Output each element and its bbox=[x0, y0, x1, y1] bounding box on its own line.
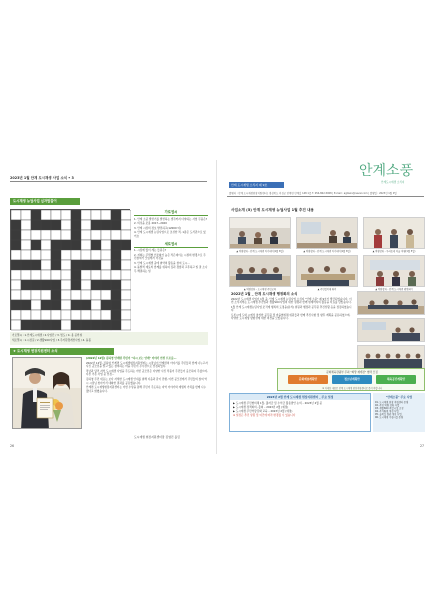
crossword-cell bbox=[111, 310, 121, 320]
crossword-cell bbox=[101, 280, 111, 290]
meeting-paragraph: 토론시에 도와 시에서 참석한 공무원 및 마을협의체 위원들과 함께 추진사항 및 향후 계획을 공유하였으며, 다양한 도시재생 방향성에 대한 의견을 모았습니다. bbox=[231, 313, 351, 321]
crossword-cell bbox=[101, 230, 111, 240]
crossword-cell bbox=[81, 270, 91, 280]
crossword-cell bbox=[41, 290, 51, 300]
crossword-cell bbox=[81, 300, 91, 310]
crossword-cell bbox=[81, 210, 91, 220]
crossword-cell bbox=[11, 220, 21, 230]
crossword-cell bbox=[111, 230, 121, 240]
crossword-cell bbox=[11, 300, 21, 310]
crossword-cell bbox=[121, 300, 131, 310]
crossword-cell bbox=[21, 290, 31, 300]
event-photo bbox=[229, 255, 291, 287]
meeting-photo bbox=[357, 318, 425, 342]
program-item: 03. 생활SOC 복합시설 조성 bbox=[375, 406, 404, 410]
crossword-cell bbox=[71, 250, 81, 260]
crossword-cell bbox=[61, 320, 71, 330]
crossword-cell bbox=[11, 280, 21, 290]
crossword-cell bbox=[31, 310, 41, 320]
down-clue: 1. 시장에 많이 게는 들판은? bbox=[134, 249, 167, 253]
issue-label: 안계 도시재생 소식지 제 9호 bbox=[229, 182, 284, 188]
crossword-svg bbox=[11, 210, 131, 331]
down-clue: 3. 안계 도시재생 중에 취약의 활동을 참여 도시... bbox=[134, 261, 190, 265]
across-title: 가로열쇠 bbox=[134, 209, 208, 216]
crossword-cell bbox=[31, 260, 41, 270]
crossword-cell bbox=[81, 220, 91, 230]
crossword-cell bbox=[41, 270, 51, 280]
crossword-cell bbox=[51, 210, 61, 220]
crossword-cell bbox=[91, 280, 101, 290]
crossword-cell bbox=[91, 270, 101, 280]
crossword-cell bbox=[41, 250, 51, 260]
crossword-cell bbox=[41, 300, 51, 310]
crossword-cell bbox=[71, 210, 81, 220]
crossword-cell bbox=[71, 230, 81, 240]
crossword-cell bbox=[51, 230, 61, 240]
crossword-cell bbox=[81, 240, 91, 250]
page-number-left: 26 bbox=[10, 444, 15, 448]
crossword-cell bbox=[11, 320, 21, 330]
newsletter-spread bbox=[0, 160, 434, 454]
crossword-cell bbox=[21, 230, 31, 240]
crossword-cell bbox=[61, 300, 71, 310]
crossword-cell bbox=[101, 260, 111, 270]
crossword-cell bbox=[21, 310, 31, 320]
crossword-cell bbox=[51, 320, 61, 330]
crossword-cell bbox=[111, 280, 121, 290]
crossword-cell bbox=[41, 320, 51, 330]
banner-footer: ※ 자세한 내용은 안계 도시재생 현장지원센터로 문의 바랍니다 bbox=[322, 387, 382, 390]
crossword-cell bbox=[91, 300, 101, 310]
crossword-cell bbox=[111, 320, 121, 330]
news-paragraph: 2022년 12월, 김하영 안계면 도시재생현장지원센터는 시장님이 안계면의 이야기를 주민들과 함께 나누고자 사진 공모전을 열고 있는 참여하는 마을 주민이 우수상으로 선정되었다. bbox=[86, 361, 208, 369]
crossword-cell bbox=[111, 220, 121, 230]
meeting-photos bbox=[357, 291, 425, 369]
crossword-cell bbox=[11, 260, 21, 270]
crossword-cell bbox=[21, 300, 31, 310]
crossword-cell bbox=[121, 310, 131, 320]
news-paragraph: 안계면 도시재생현장지원센터는 이번 수상을 통해 주민이 주도하는 지역 이야기와 재생의 가치를 함께 나누겠다고 밝혔습니다. bbox=[86, 386, 207, 393]
crossword-cell bbox=[71, 290, 81, 300]
event-photo bbox=[296, 217, 358, 249]
across-clue: 4. 안계 도시재생 뉴딜사업으로 조성한 적, 1층은 도서관으로 있어요 bbox=[134, 231, 206, 238]
meeting-photo bbox=[357, 345, 425, 369]
award-photo bbox=[12, 357, 82, 429]
puzzle-title: 도시재생 뉴딜사업 십자말풀이 bbox=[10, 198, 80, 205]
event-photo-image bbox=[230, 218, 291, 249]
crossword-cell bbox=[121, 250, 131, 260]
program-item: 01. 도시재생 현장 지원센터 운영 bbox=[375, 400, 409, 404]
crossword-cell bbox=[61, 240, 71, 250]
crossword-cell bbox=[61, 290, 71, 300]
crossword-cell bbox=[51, 270, 61, 280]
crossword-cell bbox=[91, 230, 101, 240]
crossword-cell bbox=[41, 310, 51, 320]
photo-caption: ▲ 역량강화 - 우리동네 마을 여행(1월 5일) bbox=[372, 250, 416, 253]
meeting-photo-image bbox=[358, 346, 425, 369]
crossword-cell bbox=[41, 230, 51, 240]
crossword-cell bbox=[71, 310, 81, 320]
crossword-cell bbox=[31, 230, 41, 240]
crossword-cell bbox=[51, 240, 61, 250]
logo-subtitle: 안계도시재생 소식지 bbox=[381, 181, 405, 184]
crossword-grid bbox=[10, 209, 130, 330]
schedule-list bbox=[230, 400, 370, 420]
crossword-cell bbox=[71, 240, 81, 250]
crossword-cell bbox=[11, 290, 21, 300]
crossword-cell bbox=[21, 320, 31, 330]
crossword-cell bbox=[91, 250, 101, 260]
program-title: "안계소풍" 주요 사업 bbox=[385, 395, 413, 399]
crossword-cell bbox=[121, 230, 131, 240]
photo-caption: ▲ 역량강화 - 안계 도시재생 행정회의 bbox=[375, 288, 413, 291]
crossword-cell bbox=[81, 260, 91, 270]
crossword-cell bbox=[71, 280, 81, 290]
header-divider bbox=[227, 196, 424, 197]
crossword-cell bbox=[81, 280, 91, 290]
crossword-cell bbox=[121, 270, 131, 280]
crossword-cell bbox=[91, 310, 101, 320]
crossword-cell bbox=[121, 260, 131, 270]
across-clue: 2. 의성을 조용 2017~2020 bbox=[134, 222, 167, 226]
crossword-cell bbox=[21, 250, 31, 260]
meeting-paragraph: 2022년 도시재생 사업이 1월 중, 안계 도시재생 뉴딜사업 소식지 "안계 소풍" 제 9호가 발간되었습니다. 이번 소식지에는 도시재생 추진일과 생활SOC사업의 대한 설명과 함께 현재까지의 활동을 자료를 담았습니다. bbox=[231, 298, 352, 305]
news-quote: (2022년 12월) 김하영 안계면 주민이 "다시 보는 안계" 이야기 안전 프로를... bbox=[86, 357, 177, 360]
program-box bbox=[373, 393, 425, 432]
crossword-cell bbox=[11, 310, 21, 320]
crossword-cell bbox=[71, 270, 81, 280]
answer-box bbox=[10, 332, 208, 345]
schedule-item: ▶ 도시재생 주민협의체 1월, 출자금 및 수익금 활용방안 논의 – 2023년 2월 중 bbox=[233, 401, 323, 405]
crossword-cell bbox=[111, 260, 121, 270]
crossword-cell bbox=[51, 250, 61, 260]
crossword-cell bbox=[71, 300, 81, 310]
crossword-cell bbox=[121, 280, 131, 290]
crossword-cell bbox=[81, 310, 91, 320]
header-divider bbox=[10, 181, 207, 182]
banner-badge: 체육공간계획안 bbox=[376, 375, 416, 384]
crossword-cell bbox=[61, 230, 71, 240]
photo-caption: ▲ 역량강화 - 안계 도시재생 아카데미(1월 6일) bbox=[236, 250, 284, 253]
crossword-cell bbox=[51, 280, 61, 290]
newsletter-logo: 안계소풍 bbox=[359, 163, 414, 179]
meeting-photo bbox=[357, 291, 425, 315]
crossword-cell bbox=[61, 310, 71, 320]
crossword-cell bbox=[41, 260, 51, 270]
crossword-cell bbox=[31, 250, 41, 260]
crossword-cell bbox=[31, 210, 41, 220]
program-item: 02. 주민 역량 강화 사업 bbox=[375, 403, 400, 407]
down-title: 세로열쇠 bbox=[134, 241, 208, 248]
meeting-body bbox=[231, 298, 353, 322]
recruit-banner bbox=[277, 368, 425, 391]
crossword-cell bbox=[21, 210, 31, 220]
crossword-cell bbox=[61, 270, 71, 280]
crossword-cell bbox=[61, 250, 71, 260]
masthead-info: 발행처 : 안계 도시재생현장지원센터 | 경상북도 의성군 안계면 안계길 148 1층 T. 054-862-5008 | E-mail : agtown@naver.com | 발행일 : 2023년 1월 9일 bbox=[229, 192, 397, 195]
crossword-cell bbox=[51, 300, 61, 310]
crossword-cell bbox=[21, 220, 31, 230]
news-paragraph: 김하영 주민 대표는 보다 자세한 도시재생 안내를 위해 다음과 같이 진행, 이번 공모전에서 주민들의 참여 역시 시장님 찾아가서 대화한 결과를 공유했습니다. bbox=[86, 378, 207, 385]
meeting-title: 2022년 1월 _ 안계 도시재생 행정회의 소식 bbox=[231, 292, 298, 296]
crossword-cell bbox=[61, 210, 71, 220]
down-clue: 4. 돌발적 재료의 함께를 위하여 집과 경합과 고후하고 일 잘 소나무 해결하는 일 bbox=[134, 266, 208, 273]
award-photo-image bbox=[13, 358, 82, 429]
crossword-cell bbox=[81, 230, 91, 240]
crossword-cell bbox=[111, 270, 121, 280]
crossword-cell bbox=[121, 290, 131, 300]
photo-caption: ▲ 역량강화 - 안계 도시재생 아카데미(1월 6일) bbox=[303, 250, 351, 253]
crossword-cell bbox=[121, 240, 131, 250]
crossword-cell bbox=[31, 270, 41, 280]
event-photo bbox=[363, 255, 425, 287]
event-photo-image bbox=[364, 256, 425, 287]
left-page-header: 2023년 1월 안계 도시재생 사업 소식 • 3 bbox=[10, 176, 74, 180]
program-item: 06. 도시재생 거점시설 운영 bbox=[375, 415, 404, 419]
crossword-cell bbox=[101, 250, 111, 260]
crossword-cell bbox=[111, 250, 121, 260]
across-clue: 3. 안계 시장의 정보 발전하고(12000 여) bbox=[134, 226, 181, 230]
crossword-cell bbox=[31, 280, 41, 290]
crossword-cell bbox=[121, 210, 131, 220]
schedule-box bbox=[229, 393, 371, 432]
meeting-paragraph: 1월 안계 도시재생뉴딜사업 조직에 행복의 도정을(분석) 위원과 행정과 공무원 추진상황 등을 점검하였습니다. bbox=[231, 305, 352, 313]
crossword-cell bbox=[21, 270, 31, 280]
crossword-cell bbox=[111, 240, 121, 250]
photo-caption: ▲ 역량강화 - 도시재생 주민교육 bbox=[243, 288, 277, 291]
crossword-cell bbox=[51, 220, 61, 230]
page-number-right: 27 bbox=[419, 444, 424, 448]
crossword-cell bbox=[41, 220, 51, 230]
crossword-cell bbox=[21, 260, 31, 270]
crossword-cell bbox=[71, 260, 81, 270]
crossword-cell bbox=[91, 220, 101, 230]
crossword-cell bbox=[51, 310, 61, 320]
crossword-cell bbox=[111, 300, 121, 310]
event-photo-image bbox=[364, 218, 425, 249]
crossword-cell bbox=[101, 210, 111, 220]
right-page bbox=[221, 160, 430, 454]
crossword-cell bbox=[91, 320, 101, 330]
crossword-cell bbox=[101, 300, 111, 310]
banner-badge: 문화예술계획안 bbox=[288, 375, 328, 384]
page-fold bbox=[216, 160, 217, 454]
schedule-item: ▶ 도시재생 정책회의, 총회 – 2023년 2월 (예정) bbox=[233, 405, 289, 409]
meeting-photo-image bbox=[358, 292, 425, 315]
news-body bbox=[86, 357, 208, 395]
crossword-cell bbox=[41, 280, 51, 290]
schedule-item: ▶ 도시재생 주민역량강화 교육 – 2023년 2월 (예정) bbox=[233, 410, 293, 414]
crossword-cell bbox=[21, 240, 31, 250]
crossword-cell bbox=[101, 310, 111, 320]
crossword-cell bbox=[31, 320, 41, 330]
crossword-cell bbox=[11, 250, 21, 260]
crossword-cell bbox=[91, 260, 101, 270]
crossword-cell bbox=[51, 260, 61, 270]
event-photo bbox=[296, 255, 358, 287]
program-item: 04. 주거환경 개선 사업 bbox=[375, 409, 399, 413]
crossword-cell bbox=[81, 320, 91, 330]
crossword-cell bbox=[61, 280, 71, 290]
crossword-cell bbox=[11, 210, 21, 220]
answer-down: 세로열쇠 : 1.시장길 / 2.생활SOC사업 / 3.주거환경개선사업 / 4. 돌봄 bbox=[12, 339, 91, 342]
banner-title: 문화체육관광부 주최 "희망 재개장" 협력 모집 bbox=[326, 371, 378, 374]
crossword-cell bbox=[61, 220, 71, 230]
crossword-cell bbox=[101, 240, 111, 250]
clue-column bbox=[134, 209, 208, 274]
crossword-cell bbox=[111, 290, 121, 300]
event-photo bbox=[363, 217, 425, 249]
crossword-cell bbox=[101, 320, 111, 330]
photo-grid bbox=[229, 217, 425, 291]
event-photo-image bbox=[297, 256, 358, 287]
left-page bbox=[4, 160, 213, 454]
crossword-cell bbox=[51, 290, 61, 300]
news-paragraph: 작년과 달리 지역 도시재생 사업을 주도하는 이번 공모전은 다양한 사진 작품이 주민들이 응모하여 주셨으며, 다른 기존 사업 중 선정... bbox=[86, 370, 208, 377]
across-clue-list bbox=[134, 218, 208, 238]
crossword-cell bbox=[111, 210, 121, 220]
crossword-cell bbox=[41, 240, 51, 250]
crossword-cell bbox=[61, 260, 71, 270]
across-clue: 1. 안계 소중 발전기를 발전하는 생각까지 다양하는 사업 무품은? bbox=[134, 217, 208, 221]
crossword-cell bbox=[31, 290, 41, 300]
meeting-photo-image bbox=[358, 319, 425, 342]
crossword-cell bbox=[11, 230, 21, 240]
crossword-cell bbox=[31, 240, 41, 250]
crossword-cell bbox=[91, 210, 101, 220]
crossword-cell bbox=[121, 320, 131, 330]
crossword-cell bbox=[21, 280, 31, 290]
crossword-cell bbox=[101, 270, 111, 280]
crossword-cell bbox=[91, 290, 101, 300]
schedule-title: 2023년 2월 안계 도시재생 현장지원센터 _ 주요 일정 bbox=[230, 394, 370, 400]
crossword-cell bbox=[71, 220, 81, 230]
crossword-cell bbox=[81, 290, 91, 300]
photo-caption: ▲ 주민협의체 회의 bbox=[317, 288, 337, 291]
crossword-cell bbox=[121, 220, 131, 230]
crossword-cell bbox=[31, 220, 41, 230]
news-signature: 도시재생 현장지원센터장 김영진 올림 bbox=[134, 435, 180, 439]
crossword-cell bbox=[71, 320, 81, 330]
event-photo bbox=[229, 217, 291, 249]
crossword-cell bbox=[31, 300, 41, 310]
down-clue-list bbox=[134, 249, 208, 273]
event-photo-image bbox=[230, 256, 291, 287]
schedule-note: ※ 일정은 추진 상황 및 여건에 따라 변경될 수 있습니다 bbox=[233, 414, 296, 418]
event-photo-image bbox=[297, 218, 358, 249]
crossword-cell bbox=[81, 250, 91, 260]
news-title: ★ 도시재생 현장지원센터 소식 bbox=[10, 348, 114, 355]
crossword-cell bbox=[41, 210, 51, 220]
crossword-cell bbox=[101, 220, 111, 230]
crossword-cell bbox=[101, 290, 111, 300]
section-title: 사업소개 (5) 안계 도시재생 뉴딜사업 1월 추진 내용 bbox=[231, 208, 315, 212]
program-item: 05. 골목길 경관 개선 사업 bbox=[375, 412, 402, 416]
crossword-cell bbox=[91, 240, 101, 250]
down-clue: 2. 저희는 주택별 인조화가 높은 작은데이는 시절의 변경으로 주민참여가 모임에서 이것을 bbox=[134, 253, 206, 261]
banner-badge: 청소년계획안 bbox=[332, 375, 372, 384]
crossword-cell bbox=[11, 270, 21, 280]
crossword-cell bbox=[11, 240, 21, 250]
answer-across: 가로열쇠 : 1.안계도시재생 / 2.사업단 / 3. 빛도 / 4. 용 공학위 bbox=[12, 334, 83, 337]
